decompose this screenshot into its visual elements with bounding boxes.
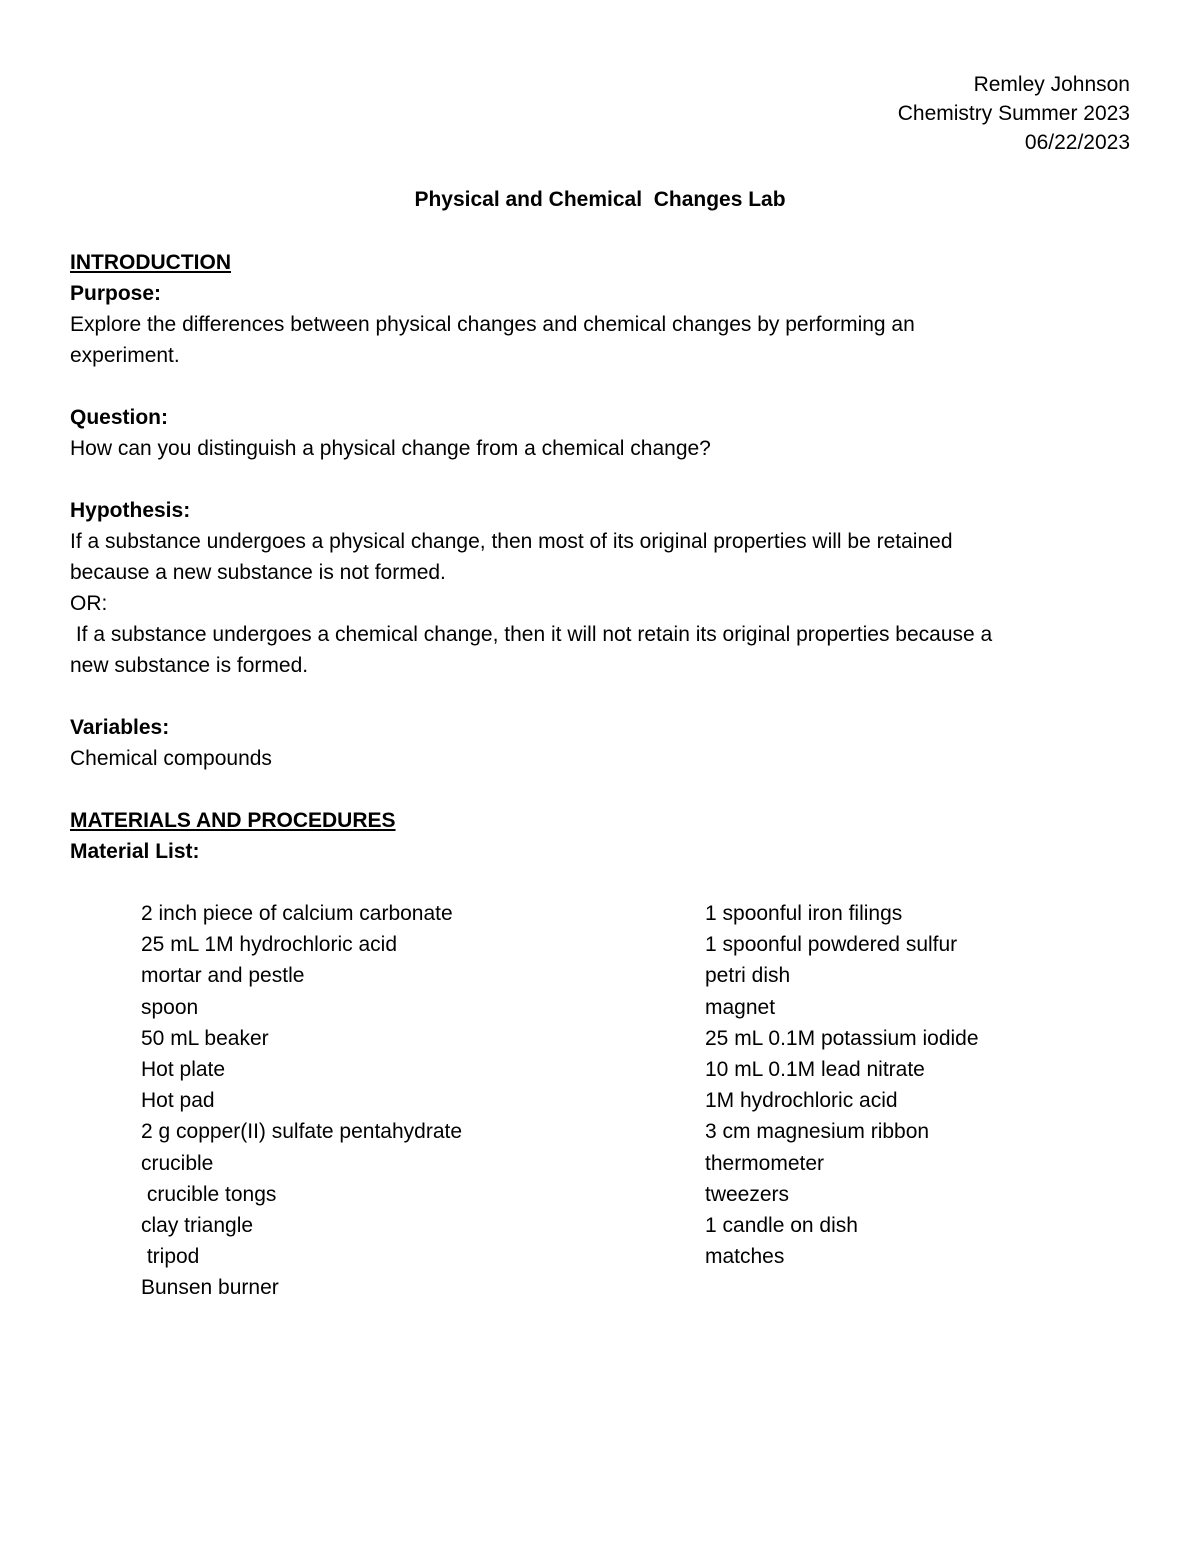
material-item: 2 g copper(II) sulfate pentahydrate <box>141 1120 463 1144</box>
material-item: tripod <box>141 1245 200 1269</box>
hypothesis-line-3: If a substance undergoes a chemical change, then it will not retain its original properties because a <box>70 623 993 646</box>
document-date: 06/22/2023 <box>1024 131 1130 154</box>
material-item: crucible <box>141 1151 214 1175</box>
spacer <box>70 774 1130 805</box>
material-item: 1 spoonful powdered sulfur <box>705 933 958 957</box>
material-item: 3 cm magnesium ribbon <box>705 1120 930 1144</box>
course-name: Chemistry Summer 2023 <box>897 102 1130 125</box>
hypothesis-or: OR: <box>70 592 108 615</box>
variables-text: Chemical compounds <box>70 747 272 770</box>
hypothesis-line-1: If a substance undergoes a physical change, then most of its original properties will be retained <box>70 530 953 553</box>
material-item: Bunsen burner <box>141 1276 279 1300</box>
material-item: mortar and pestle <box>141 964 305 988</box>
variables-label: Variables: <box>70 716 170 739</box>
document-body <box>70 247 1130 867</box>
purpose-text-line-2: experiment. <box>70 344 180 367</box>
material-item: 1M hydrochloric acid <box>705 1089 898 1113</box>
material-item: 50 mL beaker <box>141 1026 269 1050</box>
material-item: tweezers <box>705 1182 790 1206</box>
purpose-label: Purpose: <box>70 282 162 305</box>
materials-procedures-heading: MATERIALS AND PROCEDURES <box>70 809 396 832</box>
material-list-right-column <box>705 898 979 1272</box>
material-item: 2 inch piece of calcium carbonate <box>141 902 453 925</box>
author-name: Remley Johnson <box>973 73 1130 96</box>
hypothesis-line-4: new substance is formed. <box>70 654 309 677</box>
material-item: Hot pad <box>141 1089 215 1113</box>
question-label: Question: <box>70 406 168 429</box>
spacer <box>70 681 1130 712</box>
question-text: How can you distinguish a physical change from a chemical change? <box>70 437 711 460</box>
material-item: 10 mL 0.1M lead nitrate <box>705 1057 925 1081</box>
hypothesis-label: Hypothesis: <box>70 499 191 522</box>
material-list-left-column <box>141 898 462 1303</box>
material-item: 1 candle on dish <box>705 1213 858 1237</box>
material-item: petri dish <box>705 964 791 988</box>
spacer <box>70 371 1130 402</box>
material-list-label: Material List: <box>70 840 200 863</box>
purpose-text-line-1: Explore the differences between physical changes and chemical changes by performing an <box>70 313 915 336</box>
material-item: Hot plate <box>141 1057 226 1081</box>
author-header <box>898 70 1130 157</box>
material-item: magnet <box>705 995 776 1019</box>
introduction-heading: INTRODUCTION <box>70 251 231 274</box>
material-item: 25 mL 0.1M potassium iodide <box>705 1026 979 1050</box>
material-item: spoon <box>141 995 199 1019</box>
hypothesis-line-2: because a new substance is not formed. <box>70 561 446 584</box>
spacer <box>70 464 1130 495</box>
material-item: thermometer <box>705 1151 825 1175</box>
material-item: 1 spoonful iron filings <box>705 902 903 925</box>
material-item: 25 mL 1M hydrochloric acid <box>141 933 397 957</box>
document-title: Physical and Chemical Changes Lab <box>414 188 786 211</box>
material-item: clay triangle <box>141 1213 254 1237</box>
material-item: matches <box>705 1245 785 1269</box>
material-item: crucible tongs <box>141 1182 277 1206</box>
